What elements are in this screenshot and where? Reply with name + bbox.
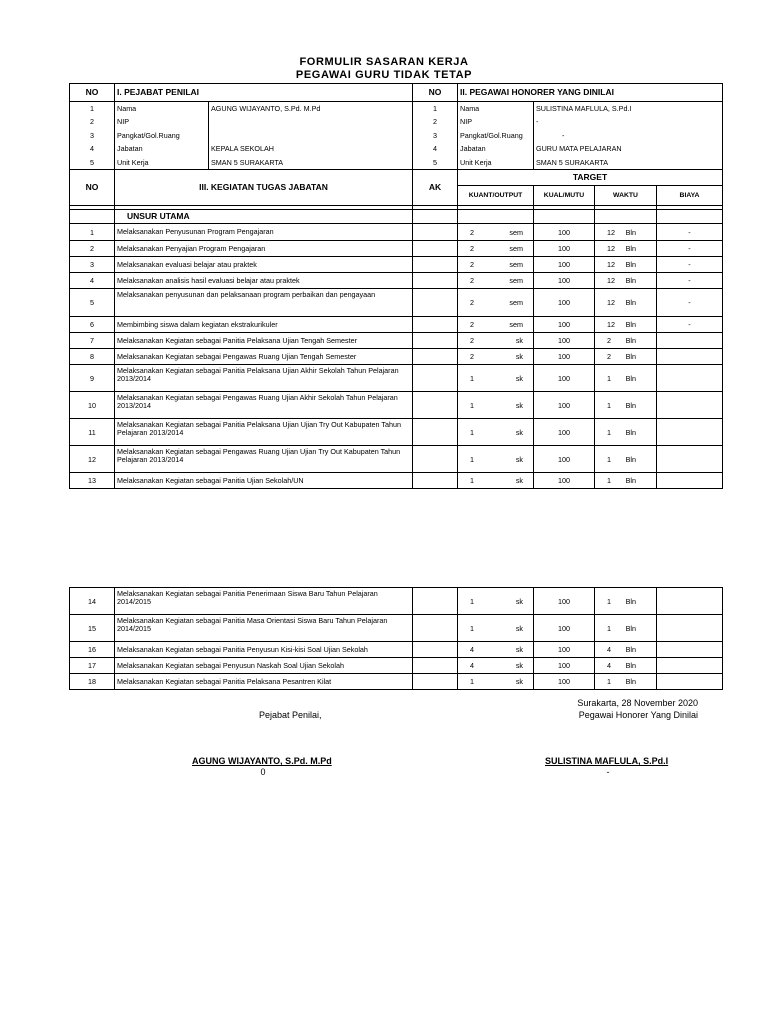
activity-ak bbox=[413, 289, 458, 317]
activity-time-unit: Bln bbox=[625, 227, 636, 237]
activity-time: 12 bbox=[607, 276, 615, 285]
activity-no: 7 bbox=[70, 333, 115, 349]
activity-quality: 100 bbox=[534, 473, 595, 489]
pejabat-penilai-heading: I. PEJABAT PENILAI bbox=[115, 84, 413, 102]
activity-description: Melaksanakan Kegiatan sebagai Panitia Pelaksana Ujian Tengah Semester bbox=[115, 333, 413, 349]
activity-ak bbox=[413, 642, 458, 658]
activity-quality: 100 bbox=[534, 273, 595, 289]
identity-row bbox=[70, 156, 723, 170]
activity-ak bbox=[413, 615, 458, 642]
activity-time-unit: Bln bbox=[625, 661, 636, 670]
honorer-field-label: Pangkat/Gol.Ruang bbox=[458, 129, 534, 143]
activity-quality: 100 bbox=[534, 446, 595, 473]
activity-description: Melaksanakan Kegiatan sebagai Panitia Ujian Sekolah/UN bbox=[115, 473, 413, 489]
activity-quantity-unit: sk bbox=[515, 596, 523, 606]
activity-time-unit: Bln bbox=[625, 260, 636, 269]
identity-no: 4 bbox=[70, 142, 115, 156]
activity-no: 12 bbox=[70, 446, 115, 473]
pejabat-field-label: Pangkat/Gol.Ruang bbox=[115, 129, 209, 143]
activity-cost bbox=[657, 333, 723, 349]
activity-time: 12 bbox=[607, 227, 615, 237]
identity-no: 2 bbox=[70, 115, 115, 129]
activity-time-cell bbox=[595, 317, 657, 333]
identity-row bbox=[70, 142, 723, 156]
activity-quantity-cell bbox=[458, 642, 534, 658]
activity-description: Melaksanakan penyusunan dan pelaksanaan program perbaikan dan pengayaan bbox=[115, 289, 413, 317]
activity-row bbox=[70, 257, 723, 273]
activity-quantity: 2 bbox=[470, 336, 474, 345]
activity-quantity: 1 bbox=[470, 454, 474, 464]
activity-ak bbox=[413, 588, 458, 615]
activity-time: 12 bbox=[607, 298, 615, 307]
activity-quantity-cell bbox=[458, 674, 534, 690]
activity-no: 1 bbox=[70, 224, 115, 241]
identity-no: 5 bbox=[70, 156, 115, 170]
activity-row bbox=[70, 658, 723, 674]
activity-ak bbox=[413, 392, 458, 419]
activity-time: 1 bbox=[607, 623, 611, 633]
identity-row bbox=[70, 115, 723, 129]
honorer-signature-label: Pegawai Honorer Yang Dinilai bbox=[578, 710, 698, 720]
activity-time: 12 bbox=[607, 320, 615, 329]
activity-description: Melaksanakan Kegiatan sebagai Panitia Pelaksana Pesantren Kilat bbox=[115, 674, 413, 690]
activity-quantity-cell bbox=[458, 241, 534, 257]
activity-time-unit: Bln bbox=[625, 320, 636, 329]
activity-quantity: 2 bbox=[470, 352, 474, 361]
activity-time-cell bbox=[595, 289, 657, 317]
activity-cost bbox=[657, 588, 723, 615]
activity-cost bbox=[657, 615, 723, 642]
activity-time-unit: Bln bbox=[625, 298, 636, 307]
activity-quality: 100 bbox=[534, 257, 595, 273]
activities-table bbox=[69, 169, 723, 489]
pejabat-signature-label: Pejabat Penilai, bbox=[259, 710, 322, 720]
honorer-field-label: Nama bbox=[458, 102, 534, 116]
activity-description: Melaksanakan Kegiatan sebagai Panitia Penyusun Kisi-kisi Soal Ujian Sekolah bbox=[115, 642, 413, 658]
activity-time-unit: Bln bbox=[625, 623, 636, 633]
activity-cost bbox=[657, 658, 723, 674]
form-title: FORMULIR SASARAN KERJA bbox=[299, 56, 469, 68]
pejabat-field-value bbox=[209, 115, 413, 129]
activity-quantity-cell bbox=[458, 333, 534, 349]
col-waktu: WAKTU bbox=[595, 186, 657, 206]
identity-table bbox=[69, 83, 723, 169]
activity-description: Melaksanakan Kegiatan sebagai Panitia Pelaksana Ujian Akhir Sekolah Tahun Pelajaran 2013/2014 bbox=[115, 365, 413, 392]
activity-quantity-unit: sk bbox=[515, 476, 523, 485]
activity-quantity-unit: sem bbox=[509, 260, 523, 269]
activity-no: 15 bbox=[70, 615, 115, 642]
honorer-field-value: - bbox=[534, 129, 723, 143]
activity-time: 2 bbox=[607, 336, 611, 345]
activity-time: 12 bbox=[607, 260, 615, 269]
activity-time-cell bbox=[595, 333, 657, 349]
activity-description: Melaksanakan Kegiatan sebagai Panitia Penerimaan Siswa Baru Tahun Pelajaran 2014/2015 bbox=[115, 588, 413, 615]
activity-quantity-unit: sk bbox=[515, 336, 523, 345]
activity-ak bbox=[413, 273, 458, 289]
activity-quantity-cell bbox=[458, 273, 534, 289]
activity-cost bbox=[657, 349, 723, 365]
place-date: Surakarta, 28 November 2020 bbox=[577, 698, 698, 708]
activity-time-cell bbox=[595, 257, 657, 273]
activity-time-unit: Bln bbox=[625, 645, 636, 654]
activity-no: 8 bbox=[70, 349, 115, 365]
form-subtitle: PEGAWAI GURU TIDAK TETAP bbox=[295, 69, 473, 81]
honorer-field-label: NIP bbox=[458, 115, 534, 129]
activity-time: 4 bbox=[607, 645, 611, 654]
activity-time-unit: Bln bbox=[625, 276, 636, 285]
col-biaya: BIAYA bbox=[657, 186, 723, 206]
activity-quantity-unit: sem bbox=[509, 276, 523, 285]
activity-cost bbox=[657, 674, 723, 690]
activity-row bbox=[70, 615, 723, 642]
activity-time-unit: Bln bbox=[625, 677, 636, 686]
activity-row bbox=[70, 289, 723, 317]
activity-quality: 100 bbox=[534, 419, 595, 446]
activity-time-cell bbox=[595, 446, 657, 473]
activity-quality: 100 bbox=[534, 642, 595, 658]
activity-time-unit: Bln bbox=[625, 476, 636, 485]
honorer-field-value: SMAN 5 SURAKARTA bbox=[534, 156, 723, 170]
activity-quantity-unit: sk bbox=[515, 623, 523, 633]
honorer-field-label: Unit Kerja bbox=[458, 156, 534, 170]
activity-description: Melaksanakan Penyajian Program Pengajaran bbox=[115, 241, 413, 257]
col-ak: AK bbox=[413, 170, 458, 206]
honorer-nip: - bbox=[606, 767, 610, 777]
activity-quality: 100 bbox=[534, 333, 595, 349]
pegawai-honorer-heading: II. PEGAWAI HONORER YANG DINILAI bbox=[458, 84, 723, 102]
activity-quantity-unit: sk bbox=[515, 454, 523, 464]
activity-quantity-cell bbox=[458, 365, 534, 392]
activity-row bbox=[70, 241, 723, 257]
identity-row bbox=[70, 102, 723, 116]
activity-ak bbox=[413, 317, 458, 333]
activity-quantity: 1 bbox=[470, 400, 474, 410]
activity-ak bbox=[413, 446, 458, 473]
activity-quantity-cell bbox=[458, 349, 534, 365]
activity-description: Melaksanakan Kegiatan sebagai Pengawas Ruang Ujian Ujian Try Out Kabupaten Tahun Pelajaran 2013/2014 bbox=[115, 446, 413, 473]
identity-row bbox=[70, 129, 723, 143]
activity-time-cell bbox=[595, 392, 657, 419]
activity-quantity-unit: sk bbox=[515, 661, 523, 670]
activity-ak bbox=[413, 349, 458, 365]
activity-no: 2 bbox=[70, 241, 115, 257]
pejabat-field-value: AGUNG WIJAYANTO, S.Pd. M.Pd bbox=[209, 102, 413, 116]
activity-cost: - bbox=[657, 224, 723, 241]
activity-row bbox=[70, 473, 723, 489]
col-kual-mutu: KUAL/MUTU bbox=[534, 186, 595, 206]
activity-ak bbox=[413, 419, 458, 446]
pejabat-field-value bbox=[209, 129, 413, 143]
activity-cost bbox=[657, 365, 723, 392]
activity-cost bbox=[657, 642, 723, 658]
activity-quantity-unit: sk bbox=[515, 645, 523, 654]
activity-description: Melaksanakan Kegiatan sebagai Panitia Pelaksana Ujian Ujian Try Out Kabupaten Tahun Pelajaran 2013/2014 bbox=[115, 419, 413, 446]
activity-time-cell bbox=[595, 273, 657, 289]
activity-quantity: 4 bbox=[470, 645, 474, 654]
identity-no-right: 3 bbox=[413, 129, 458, 143]
activity-quantity: 1 bbox=[470, 623, 474, 633]
activity-quality: 100 bbox=[534, 392, 595, 419]
identity-header-row bbox=[70, 84, 723, 102]
activity-quantity: 1 bbox=[470, 596, 474, 606]
activity-cost bbox=[657, 392, 723, 419]
activity-quantity: 2 bbox=[470, 320, 474, 329]
activity-no: 17 bbox=[70, 658, 115, 674]
activity-quantity-unit: sk bbox=[515, 677, 523, 686]
activity-quantity: 2 bbox=[470, 298, 474, 307]
activity-ak bbox=[413, 365, 458, 392]
activity-time-cell bbox=[595, 642, 657, 658]
activity-no: 4 bbox=[70, 273, 115, 289]
activity-row bbox=[70, 349, 723, 365]
activity-time-cell bbox=[595, 615, 657, 642]
col-no: NO bbox=[70, 84, 115, 102]
activity-ak bbox=[413, 333, 458, 349]
activity-quality: 100 bbox=[534, 289, 595, 317]
activity-row bbox=[70, 419, 723, 446]
activity-description: Melaksanakan Penyusunan Program Pengajaran bbox=[115, 224, 413, 241]
activity-row bbox=[70, 446, 723, 473]
activity-quantity: 4 bbox=[470, 661, 474, 670]
activity-time-unit: Bln bbox=[625, 596, 636, 606]
activity-row bbox=[70, 588, 723, 615]
activity-cost: - bbox=[657, 273, 723, 289]
activity-quantity-cell bbox=[458, 317, 534, 333]
pejabat-field-label: Jabatan bbox=[115, 142, 209, 156]
activity-quantity-unit: sem bbox=[509, 320, 523, 329]
pejabat-field-value: SMAN 5 SURAKARTA bbox=[209, 156, 413, 170]
activity-row bbox=[70, 224, 723, 241]
activity-time-unit: Bln bbox=[625, 427, 636, 437]
activity-ak bbox=[413, 473, 458, 489]
activity-ak bbox=[413, 257, 458, 273]
activity-row bbox=[70, 392, 723, 419]
activity-time: 1 bbox=[607, 400, 611, 410]
activity-quantity-cell bbox=[458, 615, 534, 642]
activity-time-unit: Bln bbox=[625, 454, 636, 464]
activity-quality: 100 bbox=[534, 588, 595, 615]
identity-no-right: 4 bbox=[413, 142, 458, 156]
col-no: NO bbox=[70, 170, 115, 206]
activity-time-cell bbox=[595, 224, 657, 241]
activity-no: 3 bbox=[70, 257, 115, 273]
activity-description: Melaksanakan Kegiatan sebagai Pengawas Ruang Ujian Akhir Sekolah Tahun Pelajaran 2013/2014 bbox=[115, 392, 413, 419]
activity-time: 4 bbox=[607, 661, 611, 670]
activity-time-cell bbox=[595, 473, 657, 489]
activity-time: 1 bbox=[607, 454, 611, 464]
activity-description: Melaksanakan evaluasi belajar atau praktek bbox=[115, 257, 413, 273]
activity-quantity-unit: sk bbox=[515, 400, 523, 410]
activity-time: 1 bbox=[607, 427, 611, 437]
col-no-right: NO bbox=[413, 84, 458, 102]
activity-quality: 100 bbox=[534, 615, 595, 642]
activity-quantity-unit: sem bbox=[509, 298, 523, 307]
activity-time-unit: Bln bbox=[625, 400, 636, 410]
activity-row bbox=[70, 642, 723, 658]
activity-no: 6 bbox=[70, 317, 115, 333]
activity-time-cell bbox=[595, 419, 657, 446]
activity-cost: - bbox=[657, 241, 723, 257]
activity-quantity-unit: sem bbox=[509, 244, 523, 253]
activity-quantity-unit: sk bbox=[515, 373, 523, 383]
activity-cost: - bbox=[657, 257, 723, 273]
pejabat-field-label: Unit Kerja bbox=[115, 156, 209, 170]
pejabat-field-label: NIP bbox=[115, 115, 209, 129]
activities-header-row bbox=[70, 170, 723, 186]
activity-time: 12 bbox=[607, 244, 615, 253]
pejabat-nip: 0 bbox=[260, 767, 266, 777]
col-kegiatan: III. KEGIATAN TUGAS JABATAN bbox=[115, 170, 413, 206]
activity-quantity: 2 bbox=[470, 260, 474, 269]
identity-no: 1 bbox=[70, 102, 115, 116]
activity-cost bbox=[657, 419, 723, 446]
activity-quality: 100 bbox=[534, 674, 595, 690]
activity-time-cell bbox=[595, 674, 657, 690]
col-kuant-output: KUANT/OUTPUT bbox=[458, 186, 534, 206]
activity-description: Melaksanakan analisis hasil evaluasi belajar atau praktek bbox=[115, 273, 413, 289]
activity-quantity: 1 bbox=[470, 427, 474, 437]
activity-no: 18 bbox=[70, 674, 115, 690]
pejabat-field-label: Nama bbox=[115, 102, 209, 116]
activity-no: 11 bbox=[70, 419, 115, 446]
activity-quantity: 1 bbox=[470, 373, 474, 383]
activity-quantity-unit: sk bbox=[515, 352, 523, 361]
activity-quantity-cell bbox=[458, 446, 534, 473]
target-heading: TARGET bbox=[458, 170, 723, 186]
activity-row bbox=[70, 273, 723, 289]
activity-time: 2 bbox=[607, 352, 611, 361]
activity-quantity: 1 bbox=[470, 677, 474, 686]
activity-description: Melaksanakan Kegiatan sebagai Penyusun Naskah Soal Ujian Sekolah bbox=[115, 658, 413, 674]
pejabat-name: AGUNG WIJAYANTO, S.Pd. M.Pd bbox=[192, 756, 332, 766]
activity-cost bbox=[657, 446, 723, 473]
activity-no: 13 bbox=[70, 473, 115, 489]
activity-time-unit: Bln bbox=[625, 336, 636, 345]
activity-quantity-cell bbox=[458, 658, 534, 674]
activity-cost: - bbox=[657, 317, 723, 333]
activity-time: 1 bbox=[607, 476, 611, 485]
activity-no: 9 bbox=[70, 365, 115, 392]
activity-quantity-cell bbox=[458, 289, 534, 317]
activity-quality: 100 bbox=[534, 365, 595, 392]
activity-time: 1 bbox=[607, 596, 611, 606]
pejabat-field-value: KEPALA SEKOLAH bbox=[209, 142, 413, 156]
activity-time-cell bbox=[595, 658, 657, 674]
activity-quantity-cell bbox=[458, 224, 534, 241]
activity-row bbox=[70, 317, 723, 333]
activity-quantity-unit: sem bbox=[509, 227, 523, 237]
activity-quantity-unit: sk bbox=[515, 427, 523, 437]
activity-time-cell bbox=[595, 365, 657, 392]
activity-row bbox=[70, 365, 723, 392]
activity-quantity-cell bbox=[458, 257, 534, 273]
activity-quality: 100 bbox=[534, 349, 595, 365]
identity-no-right: 5 bbox=[413, 156, 458, 170]
activity-quality: 100 bbox=[534, 658, 595, 674]
activity-quantity-cell bbox=[458, 473, 534, 489]
activity-time-unit: Bln bbox=[625, 352, 636, 361]
activity-cost: - bbox=[657, 289, 723, 317]
activity-time: 1 bbox=[607, 373, 611, 383]
activity-ak bbox=[413, 674, 458, 690]
activity-description: Membimbing siswa dalam kegiatan ekstrakurikuler bbox=[115, 317, 413, 333]
honorer-field-value: GURU MATA PELAJARAN bbox=[534, 142, 723, 156]
activity-no: 14 bbox=[70, 588, 115, 615]
activity-row bbox=[70, 674, 723, 690]
honorer-field-label: Jabatan bbox=[458, 142, 534, 156]
activity-no: 5 bbox=[70, 289, 115, 317]
activity-quantity: 1 bbox=[470, 476, 474, 485]
activity-row bbox=[70, 333, 723, 349]
identity-no-right: 1 bbox=[413, 102, 458, 116]
activity-quantity: 2 bbox=[470, 227, 474, 237]
activity-quantity-cell bbox=[458, 588, 534, 615]
activity-time-unit: Bln bbox=[625, 373, 636, 383]
section-row bbox=[70, 210, 723, 224]
activity-ak bbox=[413, 658, 458, 674]
section-unsur-utama: UNSUR UTAMA bbox=[115, 210, 413, 224]
activity-no: 16 bbox=[70, 642, 115, 658]
activity-quantity-cell bbox=[458, 392, 534, 419]
activity-quantity-cell bbox=[458, 419, 534, 446]
activity-description: Melaksanakan Kegiatan sebagai Pengawas Ruang Ujian Tengah Semester bbox=[115, 349, 413, 365]
activity-quantity: 2 bbox=[470, 244, 474, 253]
activity-time-cell bbox=[595, 241, 657, 257]
activity-quality: 100 bbox=[534, 224, 595, 241]
identity-no: 3 bbox=[70, 129, 115, 143]
activity-quality: 100 bbox=[534, 317, 595, 333]
activity-time-unit: Bln bbox=[625, 244, 636, 253]
activity-ak bbox=[413, 241, 458, 257]
activity-ak bbox=[413, 224, 458, 241]
identity-no-right: 2 bbox=[413, 115, 458, 129]
activity-description: Melaksanakan Kegiatan sebagai Panitia Masa Orientasi Siswa Baru Tahun Pelajaran 2014/2015 bbox=[115, 615, 413, 642]
activities-table-continued bbox=[69, 587, 723, 690]
activity-time-cell bbox=[595, 349, 657, 365]
activity-time: 1 bbox=[607, 677, 611, 686]
activity-quality: 100 bbox=[534, 241, 595, 257]
honorer-field-value: - bbox=[534, 115, 723, 129]
honorer-name: SULISTINA MAFLULA, S.Pd.I bbox=[545, 756, 669, 766]
activity-no: 10 bbox=[70, 392, 115, 419]
activity-cost bbox=[657, 473, 723, 489]
activity-quantity: 2 bbox=[470, 276, 474, 285]
activity-time-cell bbox=[595, 588, 657, 615]
honorer-field-value: SULISTINA MAFLULA, S.Pd.I bbox=[534, 102, 723, 116]
